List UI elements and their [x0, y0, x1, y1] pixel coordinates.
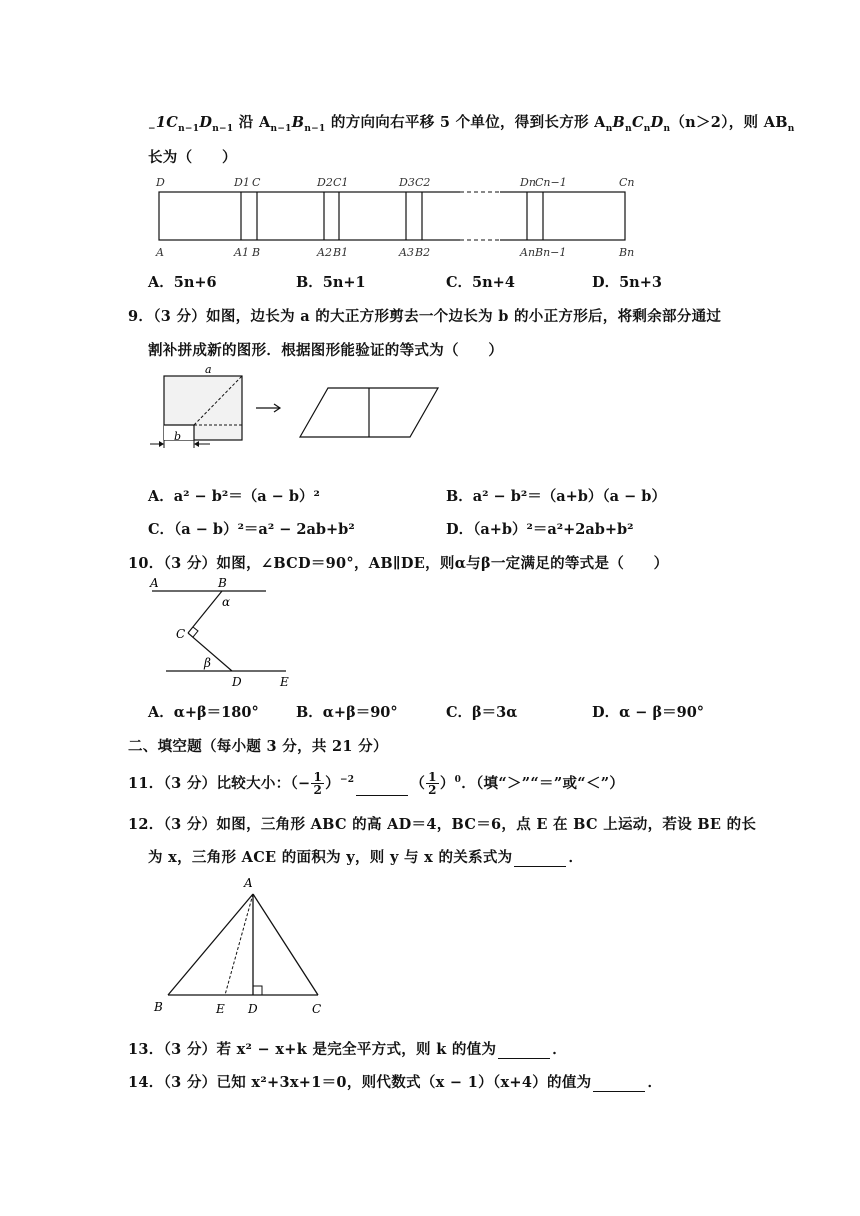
q8-line1 [148, 111, 795, 134]
q8-label-top: D [156, 176, 165, 189]
q11-prefix: 11．（3 分）比较大小： [128, 774, 291, 792]
q10-parallel-lines-figure [148, 574, 298, 692]
q10-label: α [222, 595, 231, 609]
q9-square-figure [148, 362, 448, 448]
q8-text: （n＞2），则 AB [670, 114, 788, 131]
q14-line [128, 1071, 662, 1092]
q8-label-bottom: B2 [415, 246, 431, 259]
q9-label-a: a [205, 363, 212, 376]
q8-label-top: C [252, 176, 261, 189]
q12-line1: 12．（3 分）如图，三角形 ABC 的高 AD＝4，BC＝6，点 E 在 BC 上运动，若设 BE 的长 [128, 816, 757, 833]
q10-label: β [204, 656, 211, 670]
q11-fraction-den: 2 [428, 783, 437, 798]
q11-expr2-close: ） [439, 774, 455, 792]
q8-label-top: D1 [234, 176, 250, 189]
q13-end: ． [552, 1041, 568, 1058]
q11-exp1: −2 [339, 775, 355, 785]
q9-label-b: b [174, 430, 182, 443]
q8-option-a: A．5n+6 [148, 274, 217, 291]
q8-option-d: D．5n+3 [592, 274, 662, 291]
q11-fraction-den: 2 [313, 783, 323, 798]
q8-option-b: B．5n+1 [296, 274, 366, 291]
q8-label-top: Cn−1 [535, 176, 567, 189]
q8-label-top: Dn [520, 176, 536, 189]
q11-expr1-open: （− [290, 774, 311, 792]
q11-fraction [311, 771, 324, 796]
q8-label-bottom: B1 [333, 246, 349, 259]
q12-line2 [148, 846, 583, 867]
q8-text: B [612, 114, 626, 131]
q8-text: B [291, 114, 305, 131]
q11-fraction [426, 771, 439, 796]
q12-label: D [248, 1002, 258, 1016]
q11-expr2-open: （ [410, 774, 426, 792]
q10-option-b: B．α+β＝90° [296, 704, 398, 721]
q10-label: B [218, 576, 227, 590]
q8-label-bottom: Bn [619, 246, 635, 259]
q10-option-d: D．α − β＝90° [592, 704, 705, 721]
q9-option-d: D．（a+b）²＝a²+2ab+b² [446, 521, 634, 538]
q8-text: D [199, 114, 213, 131]
q10-option-a: A．α+β＝180° [148, 704, 259, 721]
q8-label-top: D3 [399, 176, 415, 189]
q12-triangle-figure [148, 874, 338, 1016]
q9-option-b: B．a² − b²＝（a+b）（a − b） [446, 488, 666, 505]
q8-text: n−1 [270, 123, 292, 134]
q8-text: n [625, 123, 632, 134]
q8-text: n [787, 123, 795, 134]
q8-label-bottom: Bn−1 [535, 246, 567, 259]
q12-label: B [154, 1000, 163, 1014]
q8-text: C [631, 114, 644, 131]
q14-text: 14．（3 分）已知 x²+3x+1＝0，则代数式（x − 1）（x+4）的值为 [128, 1074, 592, 1091]
q10-line1: 10．（3 分）如图，∠BCD＝90°，AB∥DE，则α与β一定满足的等式是（ ） [128, 555, 669, 572]
q8-label-top: Cn [619, 176, 635, 189]
q12-line2-text: 为 x，三角形 ACE 的面积为 y，则 y 与 x 的关系式为 [148, 849, 513, 866]
q8-text: − [148, 123, 156, 134]
q8-label-bottom: An [520, 246, 536, 259]
q13-answer-blank[interactable] [498, 1044, 550, 1059]
q12-label: A [244, 876, 253, 890]
q10-label: A [150, 576, 159, 590]
q10-label: C [176, 627, 186, 641]
q9-line2: 割补拼成新的图形．根据图形能验证的等式为（ ） [148, 342, 504, 359]
q8-text: D [650, 114, 664, 131]
q12-label: C [312, 1002, 322, 1016]
q8-text: 沿 A [233, 114, 271, 131]
q11-expr1-close: ） [325, 774, 340, 792]
q8-label-bottom: A1 [234, 246, 249, 259]
q10-label: D [232, 675, 242, 689]
q8-text: n−1 [304, 123, 326, 134]
q12-label: E [216, 1002, 225, 1016]
q14-end: ． [647, 1074, 663, 1091]
q10-option-c: C．β＝3α [446, 704, 518, 721]
q8-label-bottom: B [252, 246, 261, 259]
q13-text: 13．（3 分）若 x² − x+k 是完全平方式，则 k 的值为 [128, 1041, 497, 1058]
q8-line2: 长为（ ） [148, 149, 237, 166]
q8-text: n−1 [212, 123, 234, 134]
q8-text: 1C [155, 114, 179, 131]
q9-option-c: C．（a − b）²＝a² − 2ab+b² [148, 521, 355, 538]
q12-line2-end: ． [568, 849, 584, 866]
q13-line [128, 1038, 567, 1059]
q10-label: E [280, 675, 289, 689]
q8-label-bottom: A3 [399, 246, 414, 259]
q11-fraction-num: 1 [313, 770, 323, 785]
q11-fraction-num: 1 [428, 770, 437, 785]
q11-exp2: 0 [454, 775, 462, 785]
q8-label-top: C2 [415, 176, 431, 189]
q11-suffix: ．（填“＞”“＝”或“＜”） [461, 774, 625, 792]
q11-line [128, 768, 624, 796]
q9-option-a: A．a² − b²＝（a − b）² [148, 488, 320, 505]
q11-answer-blank[interactable] [356, 781, 408, 796]
q8-text: n−1 [178, 123, 200, 134]
q9-line1: 9．（3 分）如图，边长为 a 的大正方形剪去一个边长为 b 的小正方形后，将剩余部分通过 [128, 308, 722, 325]
q14-answer-blank[interactable] [593, 1077, 645, 1092]
q8-text: 的方向向右平移 5 个单位，得到长方形 A [325, 114, 606, 131]
q12-answer-blank[interactable] [514, 852, 566, 867]
section-heading: 二、填空题（每小题 3 分，共 21 分） [128, 738, 388, 755]
q8-text: n [643, 123, 651, 134]
q8-label-bottom: A2 [317, 246, 332, 259]
q8-label-top: C1 [333, 176, 349, 189]
q8-text: n [663, 123, 671, 134]
q8-label-top: D2 [317, 176, 333, 189]
q8-label-bottom: A [156, 246, 164, 259]
q8-text: n [605, 123, 613, 134]
q8-option-c: C．5n+4 [446, 274, 515, 291]
q8-rectangles-figure [148, 170, 648, 262]
